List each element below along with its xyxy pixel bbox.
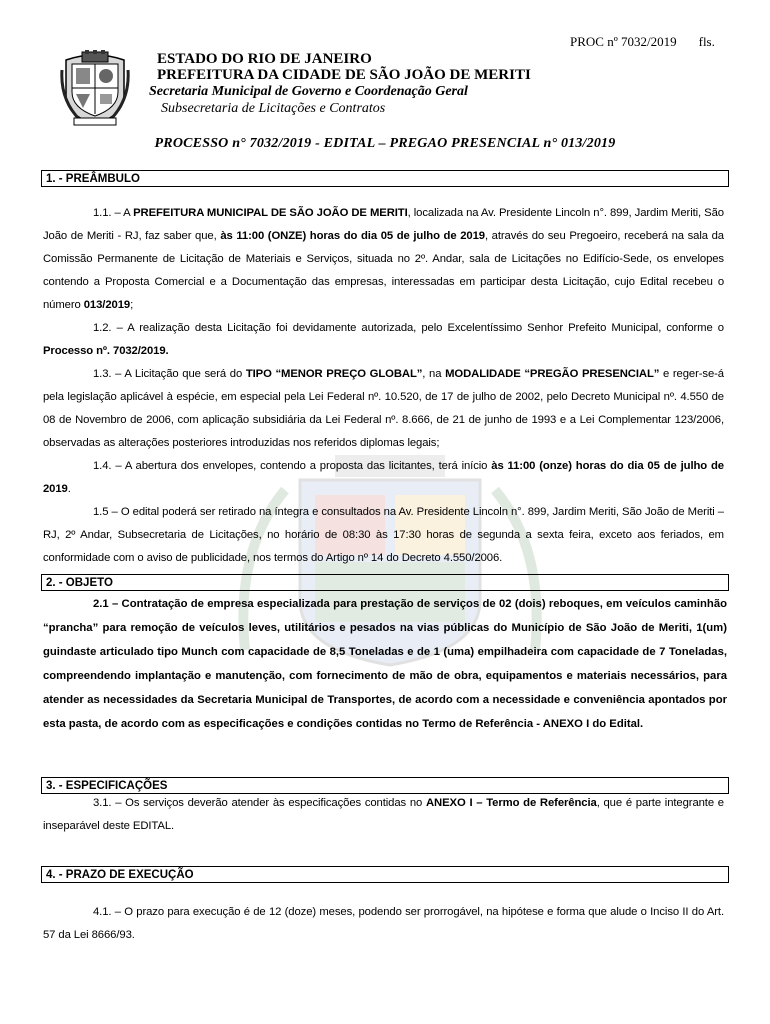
paragraph-3-1: 3.1. – Os serviços deverão atender às especificações contidas no ANEXO I – Termo de Referência, que é parte integrante e inseparável deste EDITAL. [43,797,724,832]
prefecture-name: PREFEITURA DA CIDADE DE SÃO JOÃO DE MERITI [157,67,531,83]
city-crest-logo [60,50,130,126]
section-heading-prazo: 4. - PRAZO DE EXECUÇÃO [41,866,729,883]
paragraph-2-1: 2.1 – Contratação de empresa especializada para prestação de serviços de 02 (dois) reboques, em veículos caminhão “prancha” para remoção de veículos leves, utilitários e pesados na vias públicas do Município de São João de Meriti, 1(um) guindaste articulado tipo Munch com capacidade de 8,5 Toneladas e de 1 (uma) empilhadeira com capacidade de 7 Toneladas, compreendendo implantação e manutenção, com fornecimento de mão de obra, equipamentos e materiais necessários, para atender as necessidades da Secretaria Municipal de Transportes, de acordo com a necessidade e conveniência apontados por esta pasta, de acordo com as especificações e condições contidas no Termo de Referência - ANEXO I do Edital. [43,598,727,730]
paragraph-1-3: 1.3. – A Licitação que será do TIPO “MENOR PREÇO GLOBAL”, na MODALIDADE “PREGÃO PRESENCIAL” e reger-se-á pela legislação aplicável à espécie, em especial pela Lei Federal nº. 10.520, de 17 de julho de 2002, pelo Decreto Municipal nº. 4.550 de 08 de Novembro de 2006, com aplicação subsidiária da Lei Federal nº. 8.666, de 21 de junho de 1993 e a Lei Complementar 123/2006, observadas as alterações posteriores introduzidas nos referidos diplomas legais; [43,368,724,449]
section-heading-especificacoes: 3. - ESPECIFICAÇÕES [41,777,729,794]
paragraph-1-2: 1.2. – A realização desta Licitação foi devidamente autorizada, pelo Excelentíssimo Senhor Prefeito Municipal, conforme o Processo nº. 7032/2019. [43,322,724,357]
proc-number: PROC nº 7032/2019 [570,34,677,49]
section-heading-preambulo: 1. - PREÂMBULO [41,170,729,187]
paragraph-4-1: 4.1. – O prazo para execução é de 12 (doze) meses, podendo ser prorrogável, na hipótese e forma que alude o Inciso II do Art. 57 da Lei 8666/93. [43,906,724,941]
paragraph-1-1: 1.1. – A PREFEITURA MUNICIPAL DE SÃO JOÃO DE MERITI, localizada na Av. Presidente Lincoln n°. 899, Jardim Meriti, São João de Meriti - RJ, faz saber que, às 11:00 (ONZE) horas do dia 05 de julho de 2019, através do seu Pregoeiro, receberá na sala da Comissão Permanente de Licitação de Materiais e Serviços, situada no 2º. Andar, sala de Licitações no Edifício-Sede, os envelopes contendo a Proposta Comercial e a Documentação das empresas, interessadas em participar desta Licitação, cujo Edital recebeu o número 013/2019; [43,207,724,311]
paragraph-1-4: 1.4. – A abertura dos envelopes, contendo a proposta das licitantes, terá início às 11:00 (onze) horas do dia 05 de julho de 2019. [43,460,724,495]
section-heading-objeto: 2. - OBJETO [41,574,729,591]
process-reference [570,34,715,50]
paragraph-1-5: 1.5 – O edital poderá ser retirado na íntegra e consultados na Av. Presidente Lincoln n°. 899, Jardim Meriti, São João de Meriti – RJ, 2º Andar, Subsecretaria de Licitações, no horário de 08:30 às 17:30 horas de segunda a sexta feira, exceto aos feriados, em conformidade com o aviso de publicidade, nos termos do Artigo nº 14 do Decreto 4.550/2006. [43,506,724,564]
document-title: PROCESSO n° 7032/2019 - EDITAL – PREGAO PRESENCIAL n° 013/2019 [154,136,616,151]
subsecretariat-name: Subsecretaria de Licitações e Contratos [161,101,386,116]
secretariat-name: Secretaria Municipal de Governo e Coordenação Geral [149,84,468,99]
fls-label: fls. [698,34,715,49]
state-name: ESTADO DO RIO DE JANEIRO [157,51,372,67]
